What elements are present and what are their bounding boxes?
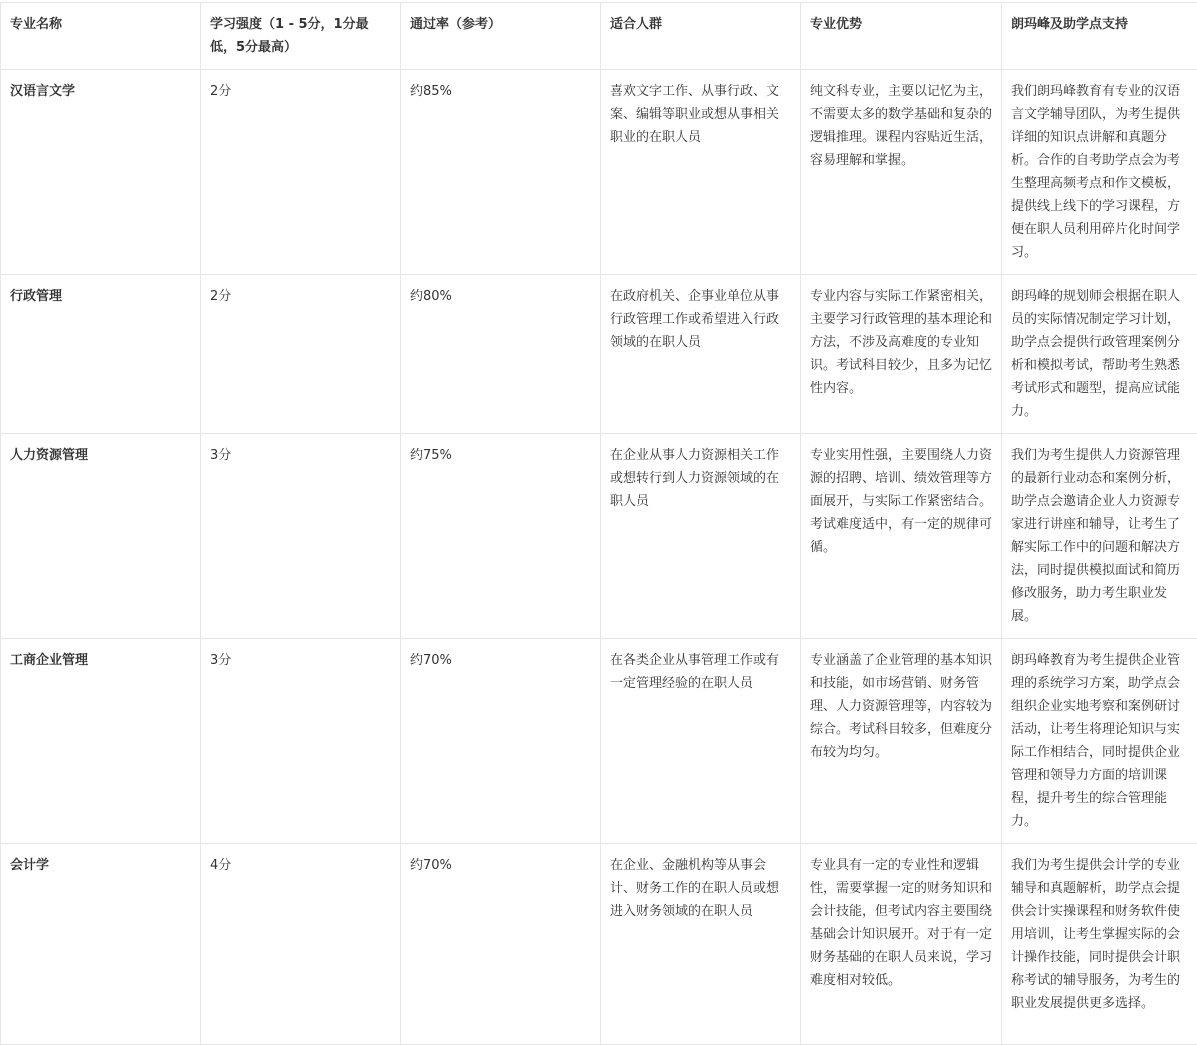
table-row (1, 434, 1197, 639)
intensity-cell: 2分 (201, 275, 401, 434)
page (0, 2, 1197, 1027)
major-name-cell: 工商企业管理 (1, 639, 201, 844)
pass-rate-cell: 约70% (401, 844, 601, 1045)
audience-cell: 喜欢文字工作、从事行政、文案、编辑等职业或想从事相关职业的在职人员 (601, 70, 801, 275)
support-cell: 我们为考生提供人力资源管理的最新行业动态和案例分析，助学点会邀请企业人力资源专家进行讲座和辅导，让考生了解实际工作中的问题和解决方法，同时提供模拟面试和简历修改服务，助力考生职业发展。 (1002, 434, 1197, 639)
header-support: 朗玛峰及助学点支持 (1002, 3, 1197, 70)
advantage-cell: 专业内容与实际工作紧密相关，主要学习行政管理的基本理论和方法，不涉及高难度的专业知识。考试科目较少，且多为记忆性内容。 (801, 275, 1002, 434)
table-row (1, 639, 1197, 844)
audience-cell: 在政府机关、企事业单位从事行政管理工作或希望进入行政领域的在职人员 (601, 275, 801, 434)
pass-rate-cell: 约70% (401, 639, 601, 844)
header-target-audience: 适合人群 (601, 3, 801, 70)
advantage-cell: 纯文科专业，主要以记忆为主，不需要太多的数学基础和复杂的逻辑推理。课程内容贴近生活，容易理解和掌握。 (801, 70, 1002, 275)
advantage-cell: 专业实用性强，主要围绕人力资源的招聘、培训、绩效管理等方面展开，与实际工作紧密结合。考试难度适中，有一定的规律可循。 (801, 434, 1002, 639)
intensity-cell: 2分 (201, 70, 401, 275)
support-cell: 我们为考生提供会计学的专业辅导和真题解析，助学点会提供会计实操课程和财务软件使用培训，让考生掌握实际的会计操作技能，同时提供会计职称考试的辅导服务，为考生的职业发展提供更多选择。 (1002, 844, 1197, 1045)
header-major-name: 专业名称 (1, 3, 201, 70)
major-name-cell: 汉语言文学 (1, 70, 201, 275)
table-body (1, 70, 1197, 1045)
header-study-intensity: 学习强度（1 - 5分，1分最低，5分最高） (201, 3, 401, 70)
pass-rate-cell: 约75% (401, 434, 601, 639)
audience-cell: 在企业从事人力资源相关工作或想转行到人力资源领域的在职人员 (601, 434, 801, 639)
support-cell: 朗玛峰教育为考生提供企业管理的系统学习方案，助学点会组织企业实地考察和案例研讨活动，让考生将理论知识与实际工作相结合，同时提供企业管理和领导力方面的培训课程，提升考生的综合管理能力。 (1002, 639, 1197, 844)
advantage-cell: 专业具有一定的专业性和逻辑性，需要掌握一定的财务知识和会计技能，但考试内容主要围绕基础会计知识展开。对于有一定财务基础的在职人员来说，学习难度相对较低。 (801, 844, 1002, 1045)
audience-cell: 在企业、金融机构等从事会计、财务工作的在职人员或想进入财务领域的在职人员 (601, 844, 801, 1045)
header-pass-rate: 通过率（参考） (401, 3, 601, 70)
support-cell: 我们朗玛峰教育有专业的汉语言文学辅导团队，为考生提供详细的知识点讲解和真题分析。合作的自考助学点会为考生整理高频考点和作文模板，提供线上线下的学习课程，方便在职人员利用碎片化时间学习。 (1002, 70, 1197, 275)
table-row (1, 844, 1197, 1045)
pass-rate-cell: 约80% (401, 275, 601, 434)
support-cell: 朗玛峰的规划师会根据在职人员的实际情况制定学习计划，助学点会提供行政管理案例分析和模拟考试，帮助考生熟悉考试形式和题型，提高应试能力。 (1002, 275, 1197, 434)
header-row (1, 3, 1197, 70)
table-row (1, 275, 1197, 434)
header-major-advantage: 专业优势 (801, 3, 1002, 70)
major-name-cell: 行政管理 (1, 275, 201, 434)
table-header (1, 3, 1197, 70)
audience-cell: 在各类企业从事管理工作或有一定管理经验的在职人员 (601, 639, 801, 844)
major-name-cell: 人力资源管理 (1, 434, 201, 639)
intensity-cell: 4分 (201, 844, 401, 1045)
intensity-cell: 3分 (201, 434, 401, 639)
table-row (1, 70, 1197, 275)
majors-comparison-table (0, 2, 1197, 1045)
intensity-cell: 3分 (201, 639, 401, 844)
advantage-cell: 专业涵盖了企业管理的基本知识和技能，如市场营销、财务管理、人力资源管理等，内容较为综合。考试科目较多，但难度分布较为均匀。 (801, 639, 1002, 844)
pass-rate-cell: 约85% (401, 70, 601, 275)
major-name-cell: 会计学 (1, 844, 201, 1045)
